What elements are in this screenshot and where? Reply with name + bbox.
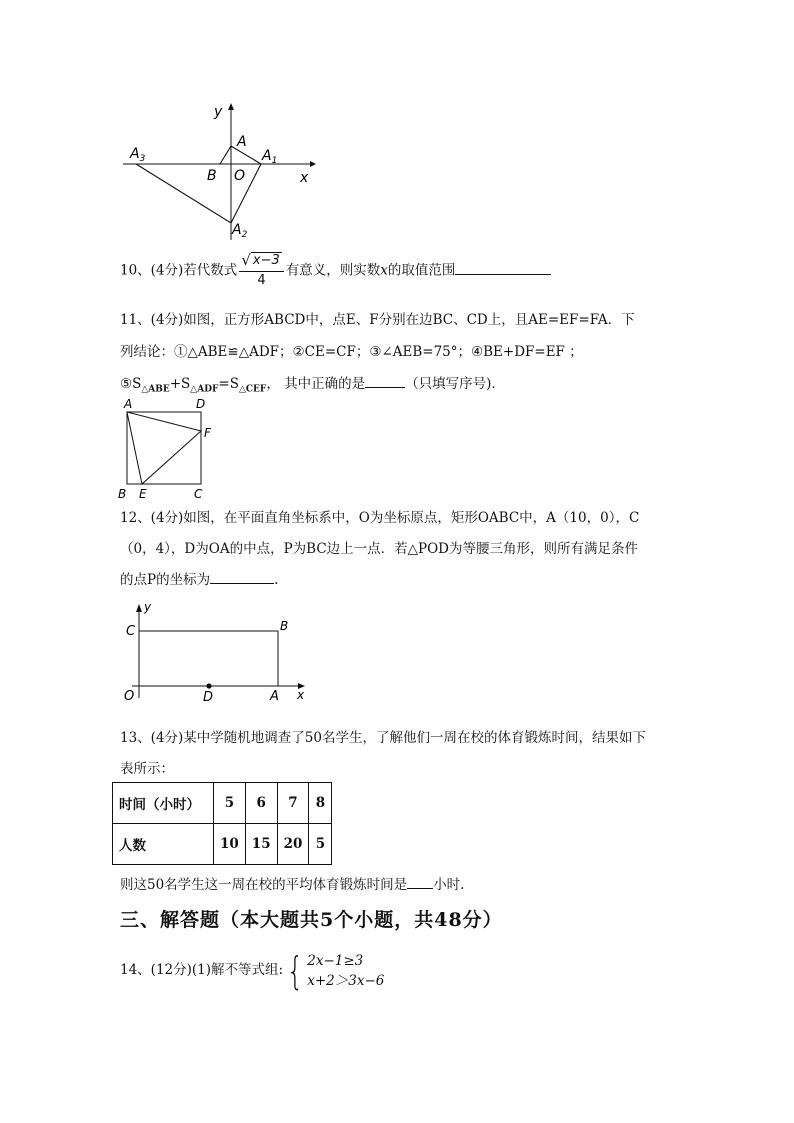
q14-inequality-1: 2x−1≥3: [307, 952, 364, 969]
fig3-label-d: D: [203, 690, 214, 705]
fig1-label-b: B: [207, 168, 217, 184]
table-cell: 5: [214, 783, 246, 824]
y-axis-arrow: [228, 103, 234, 110]
q10-denominator: 4: [257, 273, 266, 288]
table-row: [113, 783, 332, 824]
question-11-line3: $⑤S_{\triangle ABE}+S_{\triangle ADF}=S_{\triangle CEF}$， 其中正确的是 （只填写序号)．: [120, 373, 505, 400]
q14-prefix: 14、(12分)(1)解不等式组:: [120, 962, 284, 978]
figure-rectangle-oabc: [118, 598, 313, 708]
x-axis-arrow: [310, 161, 316, 167]
q10-prefix: 10、(4分)若代数式: [120, 262, 238, 279]
rectangle-oabc: [139, 631, 278, 686]
figure-reflection-triangle: [118, 98, 318, 240]
fig1-label-a2: $A_2$: [232, 222, 248, 240]
triangle-aef: [127, 412, 201, 484]
question-14: [120, 950, 384, 991]
q14-inequality-system: { 2x−1≥3 x+2＞3x−6: [286, 948, 385, 993]
q10-var: x: [380, 262, 388, 279]
fig2-label-c: C: [194, 487, 203, 501]
fig3-y-arrow: [136, 604, 142, 612]
question-13-after: 则这50名学生这一周在校的平均体育锻炼时间是 小时.: [120, 874, 464, 895]
exercise-time-table: [112, 782, 332, 865]
table-cell: 5: [309, 824, 332, 865]
question-12-line2: （0，4），D为OA的中点，P为BC边上一点．若△POD为等腰三角形，则所有满足条件: [120, 541, 639, 557]
fig1-label-a3: $A_3$: [130, 146, 146, 164]
square-abcd: [127, 412, 201, 484]
table-cell: 15: [245, 824, 277, 865]
fig3-label-y: y: [144, 600, 152, 614]
table-cell: 20: [277, 824, 309, 865]
q10-answer-blank[interactable]: [455, 260, 551, 275]
fig1-label-y: y: [214, 104, 223, 120]
fig2-label-e: E: [139, 487, 147, 501]
q12-answer-blank[interactable]: [210, 569, 274, 584]
fig3-label-c: C: [126, 624, 136, 639]
triangle-a1-a2-a3: [136, 146, 261, 223]
question-11-line1: 11、(4分)如图，正方形ABCD中，点E、F分别在边BC、CD上，且AE=EF=FA．下: [120, 312, 635, 328]
q13-answer-blank[interactable]: [407, 874, 433, 889]
q10-suffix2: 的取值范围: [387, 262, 456, 279]
question-13-line1: 13、(4分)某中学随机地调查了50名学生，了解他们一周在校的体育锻炼时间，结果如下: [120, 730, 646, 746]
fig3-label-b: B: [280, 619, 289, 633]
q10-radicand: x−3: [252, 253, 280, 268]
table-row: [113, 824, 332, 865]
table-cell: 6: [245, 783, 277, 824]
q11-answer-blank[interactable]: [365, 373, 405, 388]
question-13-line2: 表所示：: [120, 761, 174, 777]
table-header-cell: 时间（小时）: [113, 783, 214, 824]
fig1-label-a1: $A_1$: [262, 148, 278, 166]
q10-fraction: √ x−3 4: [239, 252, 283, 290]
fig1-label-x: x: [300, 170, 309, 186]
q10-suffix: 有意义，则实数: [285, 262, 381, 279]
table-cell: 10: [214, 824, 246, 865]
fig2-label-d: D: [196, 397, 206, 411]
table-cell: 8: [309, 783, 332, 824]
question-12-line1: 12、(4分)如图，在平面直角坐标系中，O为坐标原点，矩形OABC中，A（10，0），C: [120, 510, 640, 526]
point-d: [206, 683, 211, 688]
figure-square-abcd: [115, 396, 220, 502]
fig1-label-a: A: [237, 134, 247, 150]
fig3-label-o: O: [124, 689, 135, 704]
question-12-line3: 的点P的坐标为 .: [120, 569, 278, 590]
question-10: [120, 252, 551, 290]
fig3-label-a: A: [270, 689, 279, 704]
q14-inequality-2: x+2＞3x−6: [307, 972, 385, 989]
fig3-label-x: x: [297, 688, 305, 702]
fig2-label-b: B: [118, 487, 127, 501]
fig2-label-a: A: [124, 397, 133, 411]
table-header-cell: 人数: [113, 824, 214, 865]
fig1-label-o: O: [234, 168, 246, 184]
section-3-title: 三、解答题（本大题共5个小题，共48分）: [120, 909, 503, 931]
fig2-label-f: F: [204, 426, 211, 440]
question-11-line2: 列结论：①△ABE≌△ADF；②CE=CF；③∠AEB=75°；④BE+DF=EF ；: [120, 344, 583, 360]
table-cell: 7: [277, 783, 309, 824]
